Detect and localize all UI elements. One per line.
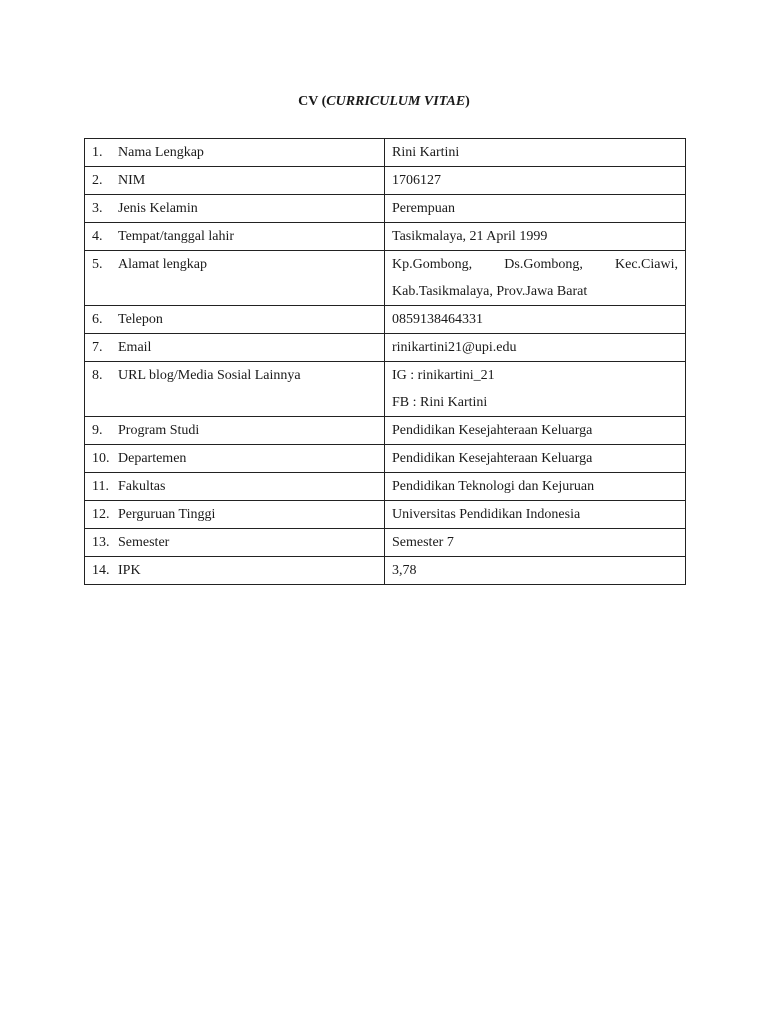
field-value-cell — [385, 501, 686, 529]
field-value-cell — [385, 362, 686, 417]
field-value: Pendidikan Kesejahteraan Keluarga — [392, 423, 593, 438]
table-row — [85, 167, 686, 195]
row-number: 13. — [92, 535, 110, 550]
field-value-word: Kec.Ciawi, — [615, 257, 678, 272]
field-value-word: Kp.Gombong, — [392, 257, 473, 272]
row-number: 3. — [92, 201, 103, 216]
field-value-cell — [385, 139, 686, 167]
field-label: URL blog/Media Sosial Lainnya — [118, 368, 301, 383]
field-label: NIM — [118, 173, 146, 188]
field-label-cell — [85, 334, 385, 362]
table-row — [85, 473, 686, 501]
field-label-cell — [85, 445, 385, 473]
title-open-paren: ( — [321, 94, 327, 109]
field-value-cell — [385, 445, 686, 473]
table-row — [85, 362, 686, 417]
field-value: Pendidikan Teknologi dan Kejuruan — [392, 479, 595, 494]
justified-value-line — [392, 251, 678, 278]
row-number: 7. — [92, 340, 103, 355]
field-label-cell — [85, 223, 385, 251]
field-label-cell — [85, 417, 385, 445]
field-value: rinikartini21@upi.edu — [392, 340, 517, 355]
field-label: Fakultas — [118, 479, 166, 494]
field-value: Pendidikan Kesejahteraan Keluarga — [392, 451, 593, 466]
cv-table — [84, 138, 686, 585]
field-value-cell — [385, 223, 686, 251]
field-label: Jenis Kelamin — [118, 201, 198, 216]
table-row — [85, 417, 686, 445]
field-label-cell — [85, 139, 385, 167]
table-row — [85, 306, 686, 334]
field-value-cell — [385, 417, 686, 445]
row-number: 11. — [92, 479, 109, 494]
field-value-cell — [385, 306, 686, 334]
field-value-cell — [385, 195, 686, 223]
field-label: Semester — [118, 535, 170, 550]
field-label: Alamat lengkap — [118, 257, 208, 272]
field-value: 3,78 — [392, 563, 417, 578]
title-close-paren: ) — [465, 94, 470, 109]
table-row — [85, 195, 686, 223]
row-number: 12. — [92, 507, 110, 522]
field-label: IPK — [118, 563, 141, 578]
field-value-cell — [385, 473, 686, 501]
table-row — [85, 445, 686, 473]
field-value-cell — [385, 334, 686, 362]
field-value: 1706127 — [392, 173, 441, 188]
field-label-cell — [85, 501, 385, 529]
row-number: 5. — [92, 257, 103, 272]
table-row — [85, 529, 686, 557]
field-label-cell — [85, 167, 385, 195]
cv-table-body — [85, 139, 686, 585]
field-value-cell — [385, 167, 686, 195]
row-number: 4. — [92, 229, 103, 244]
row-number: 14. — [92, 563, 110, 578]
field-value-word: Ds.Gombong, — [504, 257, 583, 272]
field-label-cell — [85, 306, 385, 334]
field-value: Kab.Tasikmalaya, Prov.Jawa Barat — [392, 284, 588, 299]
field-label: Nama Lengkap — [118, 145, 204, 160]
field-label-cell — [85, 251, 385, 306]
table-row — [85, 139, 686, 167]
table-row — [85, 557, 686, 585]
table-row — [85, 501, 686, 529]
field-label-cell — [85, 557, 385, 585]
field-label-cell — [85, 529, 385, 557]
row-number: 10. — [92, 451, 110, 466]
field-value: Rini Kartini — [392, 145, 460, 160]
field-label: Telepon — [118, 312, 163, 327]
field-label: Departemen — [118, 451, 187, 466]
field-label-cell — [85, 362, 385, 417]
row-number: 8. — [92, 368, 103, 383]
row-number: 6. — [92, 312, 103, 327]
field-label-cell — [85, 195, 385, 223]
document-title — [0, 92, 768, 112]
table-row — [85, 334, 686, 362]
field-value: Semester 7 — [392, 535, 454, 550]
field-label: Tempat/tanggal lahir — [118, 229, 235, 244]
field-value: 0859138464331 — [392, 312, 483, 327]
field-label: Perguruan Tinggi — [118, 507, 216, 522]
title-main: CV — [298, 94, 319, 109]
field-label: Email — [118, 340, 152, 355]
field-label-cell — [85, 473, 385, 501]
row-number: 1. — [92, 145, 103, 160]
row-number: 2. — [92, 173, 103, 188]
row-number: 9. — [92, 423, 103, 438]
field-value-cell — [385, 251, 686, 306]
field-value: Tasikmalaya, 21 April 1999 — [392, 229, 548, 244]
title-italic: CURRICULUM VITAE — [326, 94, 466, 109]
field-value: Perempuan — [392, 201, 455, 216]
field-value-cell — [385, 557, 686, 585]
field-label: Program Studi — [118, 423, 200, 438]
field-value-cell — [385, 529, 686, 557]
table-row — [85, 251, 686, 306]
field-value: FB : Rini Kartini — [392, 395, 488, 410]
field-value: IG : rinikartini_21 — [392, 368, 495, 383]
field-value: Universitas Pendidikan Indonesia — [392, 507, 581, 522]
table-row — [85, 223, 686, 251]
